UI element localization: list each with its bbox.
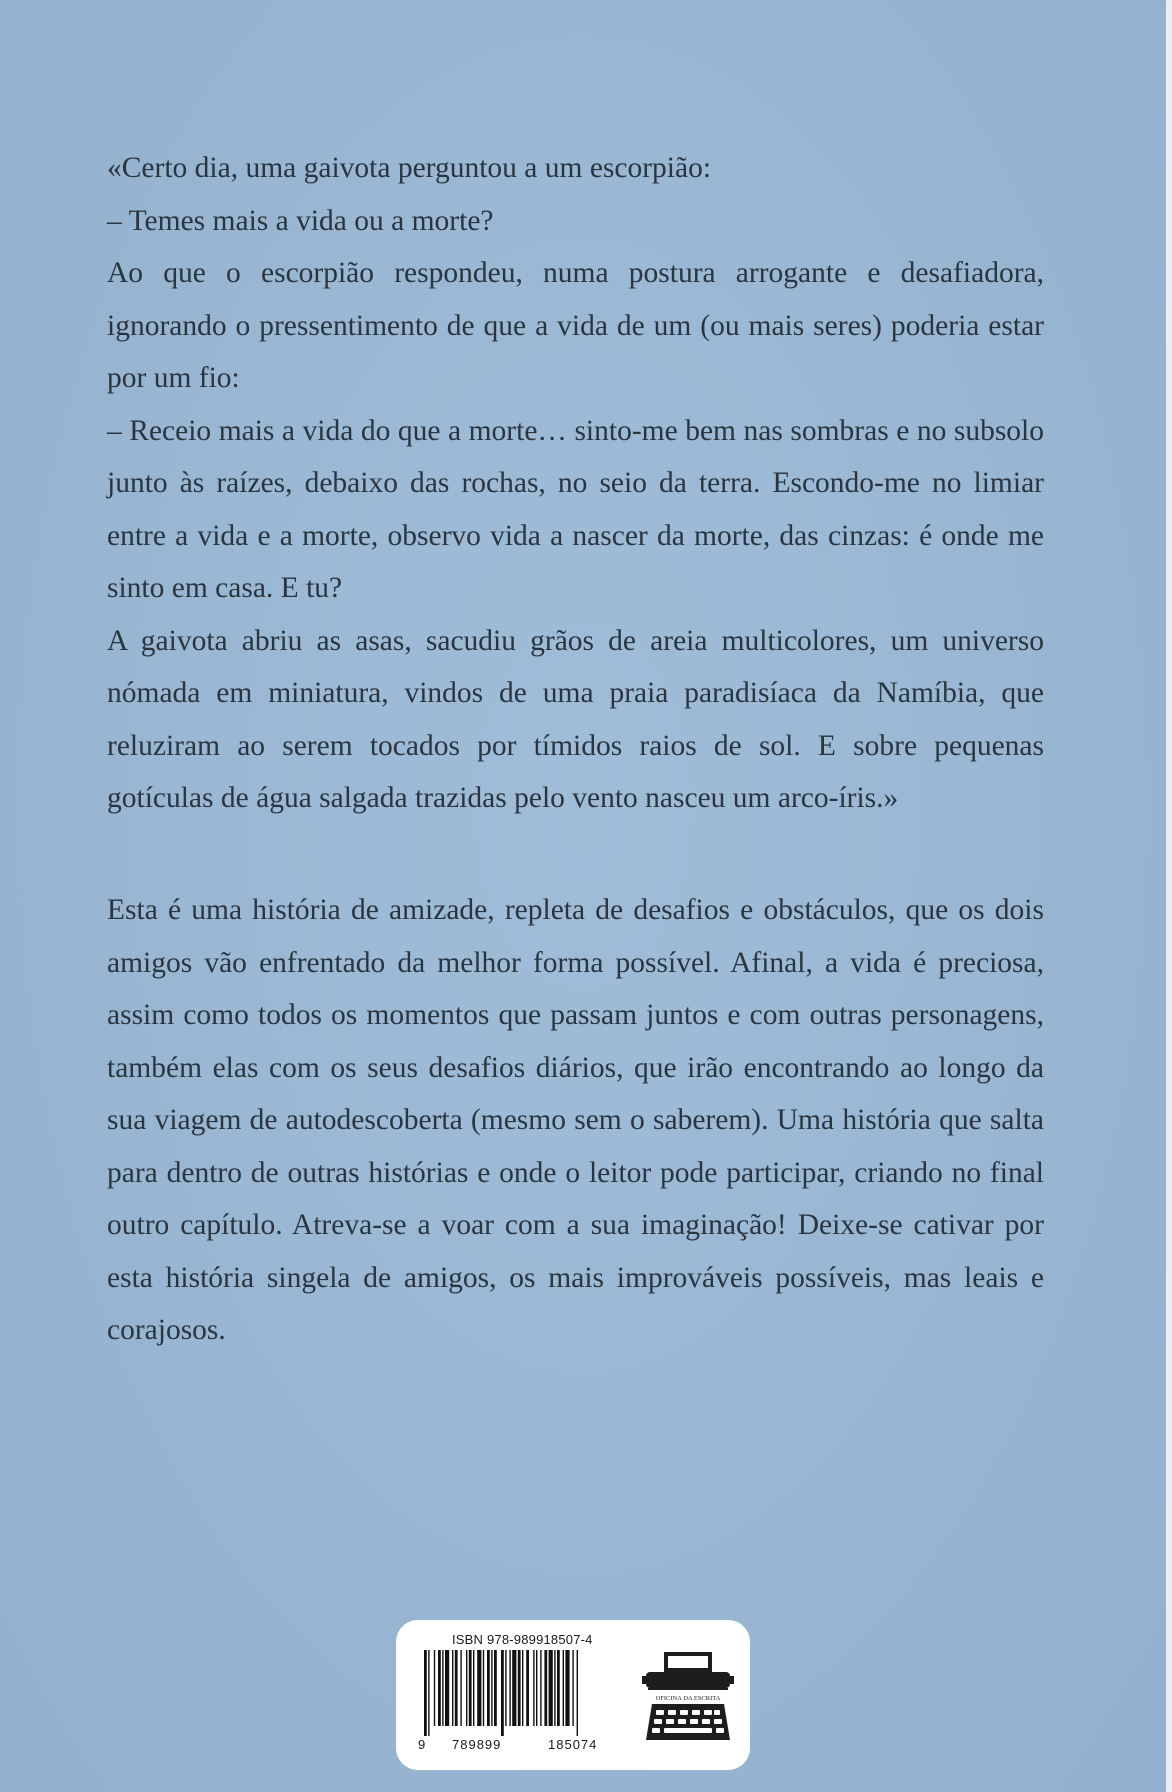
barcode-digits-right: 185074	[548, 1737, 598, 1752]
quote-paragraph: A gaivota abriu as asas, sacudiu grãos de areia multicolores, um universo nómada em miniatura, vindos de uma praia paradisíaca da Namíbia, que reluziram ao serem tocados por tímidos raios de sol. E sobre pequenas gotículas de água salgada trazidas pelo vento nasceu um arco-íris.»	[107, 624, 1044, 814]
synopsis-paragraph: Esta é uma história de amizade, repleta de desafios e obstáculos, que os dois amigos vão enfrentado da melhor forma possível. Afinal, a vida é preciosa, assim como todos os momentos que passam juntos e com outras personagens, também elas com os seus desafios diários, que irão encontrando ao longo da sua viagem de autodescoberta (mesmo sem o saberem). Uma história que salta para dentro de outras histórias e onde o leitor pode participar, criando no final outro capítulo. Atreva-se a voar com a sua imaginação! Deixe-se cativar por esta história singela de amigos, os mais improváveis possíveis, mas leais e corajosos.	[107, 894, 1044, 1346]
barcode-digits-left: 789899	[452, 1737, 502, 1752]
isbn-number: ISBN 978-989918507-4	[452, 1632, 593, 1647]
typewriter-icon	[642, 1650, 734, 1750]
isbn-label	[396, 1620, 750, 1770]
quote-paragraph: «Certo dia, uma gaivota perguntou a um escorpião:	[107, 152, 712, 184]
quote-paragraph: – Temes mais a vida ou a morte?	[107, 204, 494, 237]
barcode-icon	[424, 1650, 624, 1736]
barcode-digit-first: 9	[418, 1737, 427, 1752]
publisher-name: OFICINA DA ESCRITA	[655, 1695, 721, 1702]
synopsis	[107, 884, 1044, 1357]
quote-excerpt	[107, 142, 1044, 825]
quote-paragraph: Ao que o escorpião respondeu, numa postura arrogante e desafiadora, ignorando o pressentimento de que a vida de um (ou mais seres) poderia estar por um fio:	[107, 257, 1044, 394]
page-edge	[1166, 0, 1172, 1792]
quote-paragraph: – Receio mais a vida do que a morte… sinto-me bem nas sombras e no subsolo junto às raízes, debaixo das rochas, no seio da terra. Escondo-me no limiar entre a vida e a morte, observo vida a nascer da morte, das cinzas: é onde me sinto em casa. E tu?	[107, 414, 1044, 604]
